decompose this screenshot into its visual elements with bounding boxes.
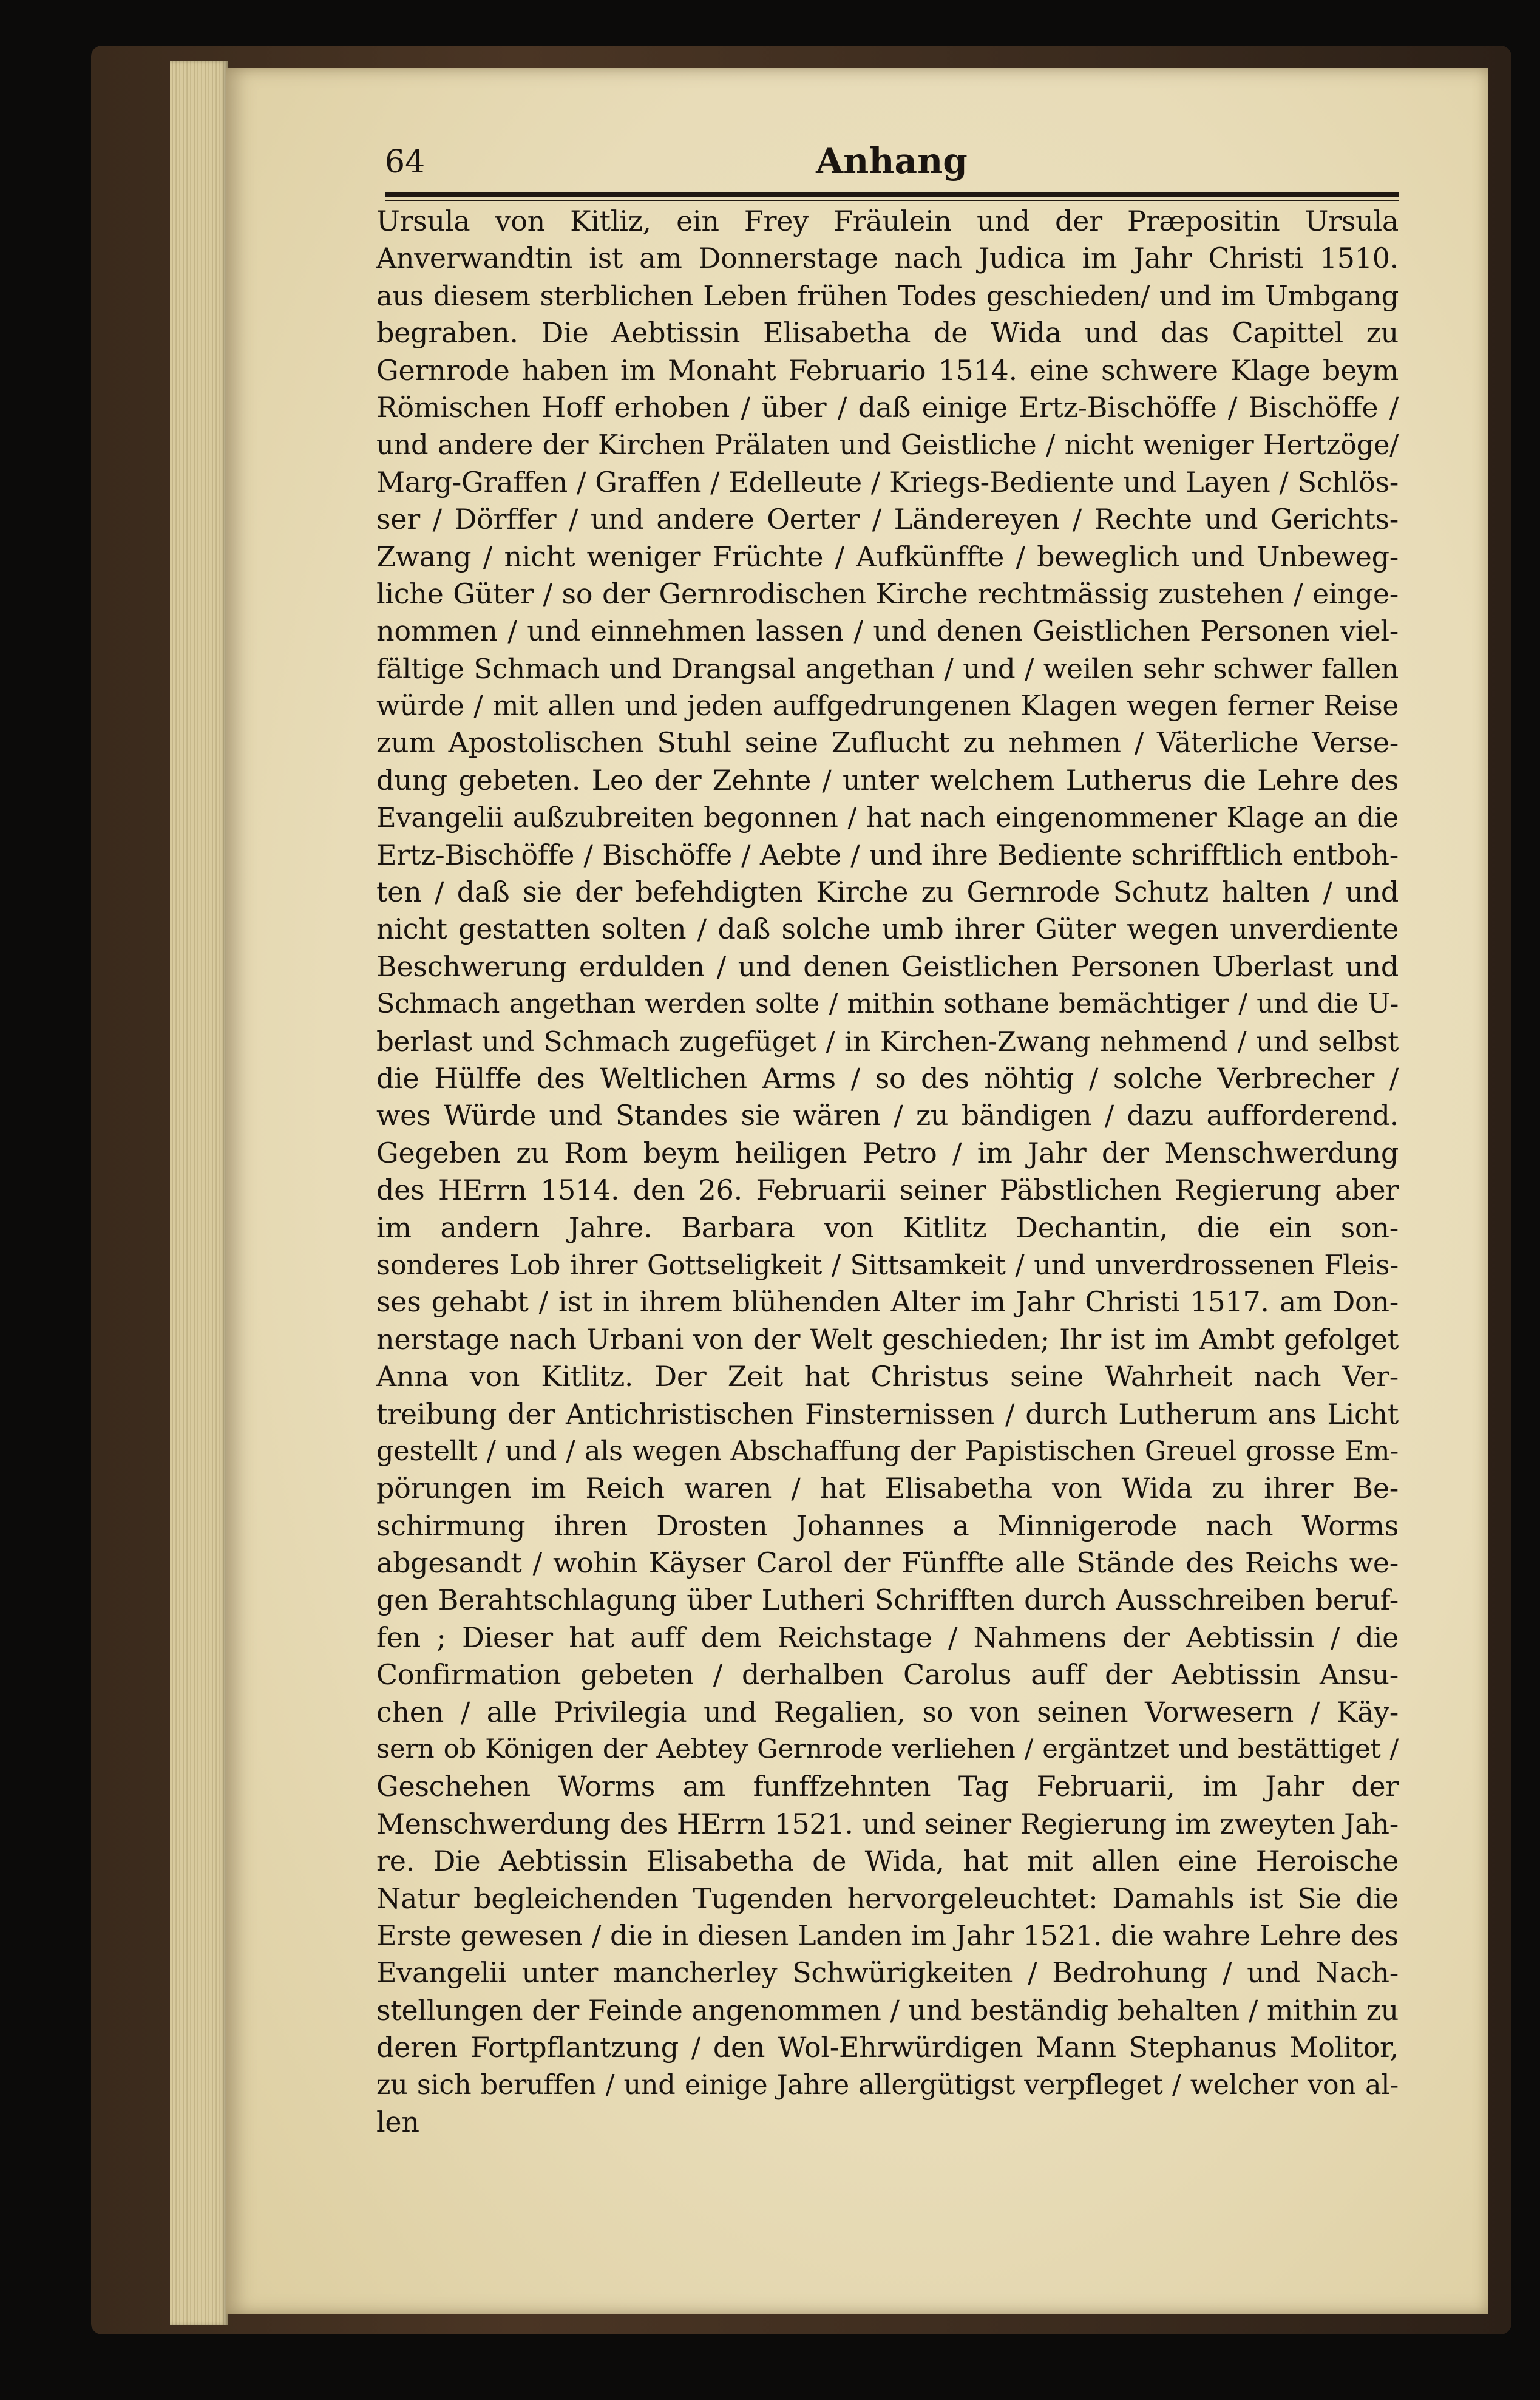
text-line: deren Fortpflantzung / den Wol-Ehrwürdigen Mann Stephanus Molitor,	[376, 2031, 1399, 2064]
header-title: Anhang	[816, 140, 968, 182]
text-line: und andere der Kirchen Prälaten und Geistliche / nicht weniger Hertzöge/	[376, 429, 1399, 461]
text-line: chen / alle Privilegia und Regalien, so von seinen Vorwesern / Käy-	[376, 1695, 1399, 1729]
text-line: ten / daß sie der befehdigten Kirche zu Gernrode Schutz halten / und	[376, 875, 1399, 909]
text-line: des HErrn 1514. den 26. Februarii seiner Päbstlichen Regierung aber	[376, 1174, 1399, 1207]
text-line: len	[376, 2105, 419, 2138]
text-line: Ursula von Kitliz, ein Frey Fräulein und der Præpositin Ursula	[376, 205, 1399, 237]
text-line: schirmung ihren Drosten Johannes a Minnigerode nach Worms	[376, 1509, 1399, 1542]
text-line: Menschwerdung des HErrn 1521. und seiner Regierung im zweyten Jah-	[376, 1807, 1399, 1840]
text-line: Schmach angethan werden solte / mithin sothane bemächtiger / und die U-	[376, 988, 1399, 1020]
text-line: gestellt / und / als wegen Abschaffung der Papistischen Greuel grosse Em-	[376, 1435, 1399, 1467]
text-line: nommen / und einnehmen lassen / und denen Geistlichen Personen viel-	[376, 614, 1399, 648]
text-line: Evangelii außzubreiten begonnen / hat nach eingenommener Klage an die	[376, 801, 1399, 834]
text-line: sonderes Lob ihrer Gottseligkeit / Sittsamkeit / und unverdrossenen Fleis-	[376, 1248, 1399, 1281]
text-line: Zwang / nicht weniger Früchte / Aufkünffte / beweglich und Unbeweg-	[376, 540, 1399, 573]
text-line: nicht gestatten solten / daß solche umb ihrer Güter wegen unverdiente	[376, 913, 1399, 946]
text-line: aus diesem sterblichen Leben frühen Todes geschieden/ und im Umbgang	[376, 279, 1399, 312]
text-line: nerstage nach Urbani von der Welt geschieden; Ihr ist im Ambt gefolget	[376, 1322, 1399, 1356]
text-line: Erste gewesen / die in diesen Landen im Jahr 1521. die wahre Lehre des	[376, 1919, 1399, 1952]
text-line: würde / mit allen und jeden auffgedrungenen Klagen wegen ferner Reise	[376, 690, 1399, 722]
book-page	[226, 68, 1488, 2314]
text-line: im andern Jahre. Barbara von Kitlitz Dechantin, die ein son-	[376, 1211, 1399, 1244]
text-line: Marg-Graffen / Graffen / Edelleute / Kriegs-Bediente und Layen / Schlös-	[376, 465, 1399, 498]
text-line: begraben. Die Aebtissin Elisabetha de Wida und das Capittel zu	[376, 316, 1399, 350]
text-line: ser / Dörffer / und andere Oerter / Ländereyen / Rechte und Gerichts-	[376, 503, 1399, 536]
text-line: zum Apostolischen Stuhl seine Zuflucht zu nehmen / Väterliche Verse-	[376, 726, 1399, 760]
text-line: Anverwandtin ist am Donnerstage nach Judica im Jahr Christi 1510.	[376, 242, 1399, 275]
text-line: Römischen Hoff erhoben / über / daß einige Ertz-Bischöffe / Bischöffe /	[376, 390, 1399, 424]
text-line: dung gebeten. Leo der Zehnte / unter welchem Lutherus die Lehre des	[376, 763, 1399, 797]
text-line: wes Würde und Standes sie wären / zu bändigen / dazu aufforderend.	[376, 1099, 1399, 1132]
text-line: Natur begleichenden Tugenden hervorgeleuchtet: Damahls ist Sie die	[376, 1882, 1399, 1915]
text-line: Anna von Kitlitz. Der Zeit hat Christus seine Wahrheit nach Ver-	[376, 1360, 1399, 1393]
text-line: pörungen im Reich waren / hat Elisabetha von Wida zu ihrer Be-	[376, 1472, 1399, 1505]
header-rule	[385, 192, 1399, 201]
text-line: ses gehabt / ist in ihrem blühenden Alter im Jahr Christi 1517. am Don-	[376, 1285, 1399, 1319]
text-line: treibung der Antichristischen Finsternissen / durch Lutherum ans Licht	[376, 1397, 1399, 1430]
running-head	[385, 138, 1399, 186]
text-line: Evangelii unter mancherley Schwürigkeiten / Bedrohung / und Nach-	[376, 1956, 1399, 1990]
catchword	[376, 2141, 1399, 2178]
text-line: Geschehen Worms am funffzehnten Tag Februarii, im Jahr der	[376, 1770, 1399, 1803]
text-line: Ertz-Bischöffe / Bischöffe / Aebte / und ihre Bediente schrifftlich entboh-	[376, 838, 1399, 871]
text-line: liche Güter / so der Gernrodischen Kirche rechtmässig zustehen / einge-	[376, 577, 1399, 610]
text-line: zu sich beruffen / und einige Jahre allergütigst verpfleget / welcher von al-	[376, 2069, 1399, 2101]
text-line: Beschwerung erdulden / und denen Geistlichen Personen Uberlast und	[376, 950, 1399, 983]
text-line: fältige Schmach und Drangsal angethan / und / weilen sehr schwer fallen	[376, 652, 1399, 685]
text-line: fen ; Dieser hat auff dem Reichstage / Nahmens der Aebtissin / die	[376, 1620, 1399, 1654]
text-line: Gernrode haben im Monaht Februario 1514. eine schwere Klage beym	[376, 353, 1399, 387]
text-line: sern ob Königen der Aebtey Gernrode verliehen / ergäntzet und bestättiget /	[376, 1734, 1399, 1765]
text-line: re. Die Aebtissin Elisabetha de Wida, hat mit allen eine Heroische	[376, 1844, 1399, 1878]
text-line: Confirmation gebeten / derhalben Carolus auff der Aebtissin Ansu-	[376, 1658, 1399, 1691]
text-line: stellungen der Feinde angenommen / und beständig behalten / mithin zu	[376, 1993, 1399, 2027]
body-text	[376, 203, 1399, 2178]
page-number: 64	[385, 144, 426, 180]
text-line: abgesandt / wohin Käyser Carol der Fünffte alle Stände des Reichs we-	[376, 1546, 1399, 1580]
text-line: die Hülffe des Weltlichen Arms / so des nöhtig / solche Verbrecher /	[376, 1061, 1399, 1095]
text-line: Gegeben zu Rom beym heiligen Petro / im Jahr der Menschwerdung	[376, 1136, 1399, 1169]
page-edges	[170, 61, 228, 2325]
text-line: gen Berahtschlagung über Lutheri Schrifften durch Ausschreiben beruf-	[376, 1583, 1399, 1617]
text-line: berlast und Schmach zugefüget / in Kirchen-Zwang nehmend / und selbst	[376, 1025, 1399, 1058]
